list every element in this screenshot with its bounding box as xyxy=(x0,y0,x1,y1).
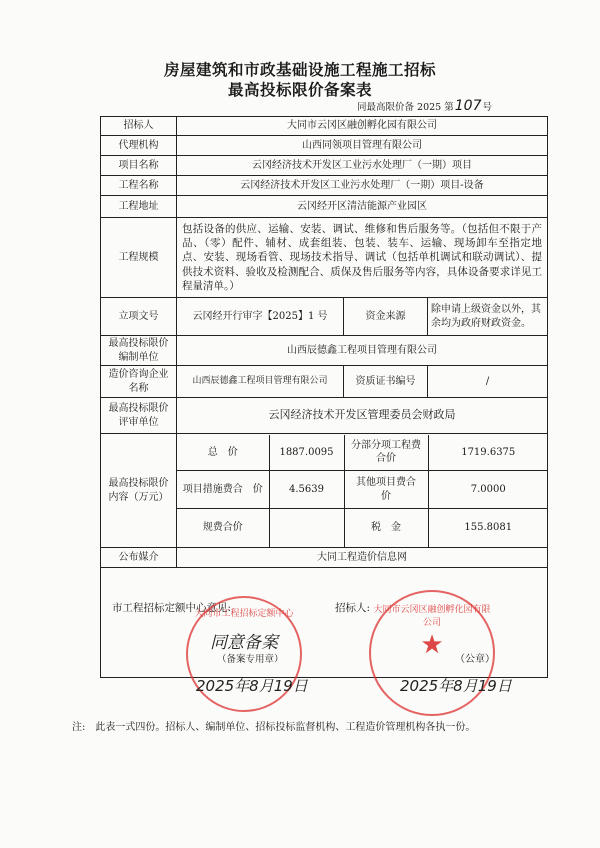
tax-value: 155.8081 xyxy=(428,509,548,547)
right-date: 2025年8月19日 xyxy=(400,677,512,695)
total-price-label: 总 价 xyxy=(177,435,269,471)
page-title-line2: 最高投标限价备案表 xyxy=(227,80,372,99)
sub-item-label: 分部分项工程费合价 xyxy=(344,435,428,471)
work-address-label: 工程地址 xyxy=(101,196,177,218)
footnote: 注: 此表一式四份。招标人、编制单位、招标投标监督机构、工程造价管理机构各执一份。 xyxy=(72,722,476,733)
agency-label: 代理机构 xyxy=(101,136,177,156)
price-limit-grid-cell xyxy=(177,434,548,548)
tenderer-seal-note: （公章） xyxy=(455,654,495,665)
work-name-value: 云冈经济技术开发区工业污水处理厂（一期）项目-设备 xyxy=(177,176,548,196)
cert-value: / xyxy=(428,366,548,398)
consult-label: 造价咨询企业名称 xyxy=(101,366,177,398)
left-date: 2025年8月19日 xyxy=(196,677,308,695)
prep-unit-label: 最高投标限价编制单位 xyxy=(101,336,177,366)
approval-label: 立项文号 xyxy=(101,298,177,336)
record-form-table xyxy=(100,116,548,678)
row-review xyxy=(101,398,548,434)
row-media xyxy=(101,548,548,568)
media-label: 公布媒介 xyxy=(101,548,177,568)
tenderer-value: 大同市云冈区融创孵化园有限公司 xyxy=(177,117,548,136)
work-address-value: 云冈经开区清洁能源产业园区 xyxy=(177,196,548,218)
consult-value: 山西辰德鑫工程项目管理有限公司 xyxy=(177,366,344,398)
row-agency xyxy=(101,136,548,156)
work-name-label: 工程名称 xyxy=(101,176,177,196)
fund-source-value: 除申请上级资金以外，其余均为政府财政资金。 xyxy=(428,298,548,336)
row-consult xyxy=(101,366,548,398)
sub-item-value: 1719.6375 xyxy=(428,435,548,471)
filing-seal-note: （备案专用章） xyxy=(217,654,284,665)
total-price-value: 1887.0095 xyxy=(269,435,344,471)
review-label: 最高投标限价评审单位 xyxy=(101,398,177,434)
center-opinion-label: 市工程招标定额中心意见: xyxy=(112,602,232,614)
agency-value: 山西同领项目管理有限公司 xyxy=(177,136,548,156)
tenderer-seal-text: 大同市云冈区融创孵化园有限公司 xyxy=(373,605,491,628)
tax-label: 税 金 xyxy=(344,509,428,547)
approval-handwriting: 同意备案 xyxy=(210,633,278,653)
page-title-line1: 房屋建筑和市政基础设施工程施工招标 xyxy=(163,60,436,79)
fund-source-label: 资金来源 xyxy=(344,298,428,336)
cert-label: 资质证书编号 xyxy=(344,366,428,398)
record-prefix: 同最高限价备 2025 第 xyxy=(357,102,454,113)
price-limit-label: 最高投标限价内容（万元） xyxy=(101,434,177,548)
review-value: 云冈经济技术开发区管理委员会财政局 xyxy=(177,398,548,434)
row-work-name xyxy=(101,176,548,196)
record-suffix: 号 xyxy=(482,102,492,113)
price-limit-grid xyxy=(177,435,548,547)
record-number-line xyxy=(357,98,492,114)
regulatory-fee-label: 规费合价 xyxy=(177,509,269,547)
row-work-address xyxy=(101,196,548,218)
work-scope-value: 包括设备的供应、运输、安装、调试、维修和售后服务等。（包括但不限于产品、（零）配件、辅材、成套组装、包装、装车、运输、现场卸车至指定地点、安装、现场看管、现场技术指导、调试（包括单机调试和联动调试）、提供技术资料、验收及检测配合、质保及售后服务等内容，具体设备要求详见工程量清单。） xyxy=(177,218,548,298)
tenderer-sign-label: 招标人: xyxy=(335,602,371,614)
project-name-label: 项目名称 xyxy=(101,156,177,176)
approval-value: 云冈经开行审字【2025】1 号 xyxy=(177,298,344,336)
regulatory-fee-value xyxy=(269,509,344,547)
row-tenderer xyxy=(101,117,548,136)
row-project-name xyxy=(101,156,548,176)
row-prep-unit xyxy=(101,336,548,366)
row-approval xyxy=(101,298,548,336)
prep-unit-value: 山西辰德鑫工程项目管理有限公司 xyxy=(177,336,548,366)
other-fee-value: 7.0000 xyxy=(428,471,548,509)
media-value: 大同工程造价信息网 xyxy=(177,548,548,568)
row-work-scope xyxy=(101,218,548,298)
row-price-limit xyxy=(101,434,548,548)
project-name-value: 云冈经济技术开发区工业污水处理厂（一期）项目 xyxy=(177,156,548,176)
tenderer-label: 招标人 xyxy=(101,117,177,136)
work-scope-label: 工程规模 xyxy=(101,218,177,298)
seal-star-icon: ★ xyxy=(420,630,444,660)
record-number: 107 xyxy=(454,98,482,114)
other-fee-label: 其他项目费合 价 xyxy=(344,471,428,509)
filing-seal-text: 大同市工程招标定额中心 xyxy=(194,609,294,619)
measure-fee-label: 项目措施费合 价 xyxy=(177,471,269,509)
measure-fee-value: 4.5639 xyxy=(269,471,344,509)
